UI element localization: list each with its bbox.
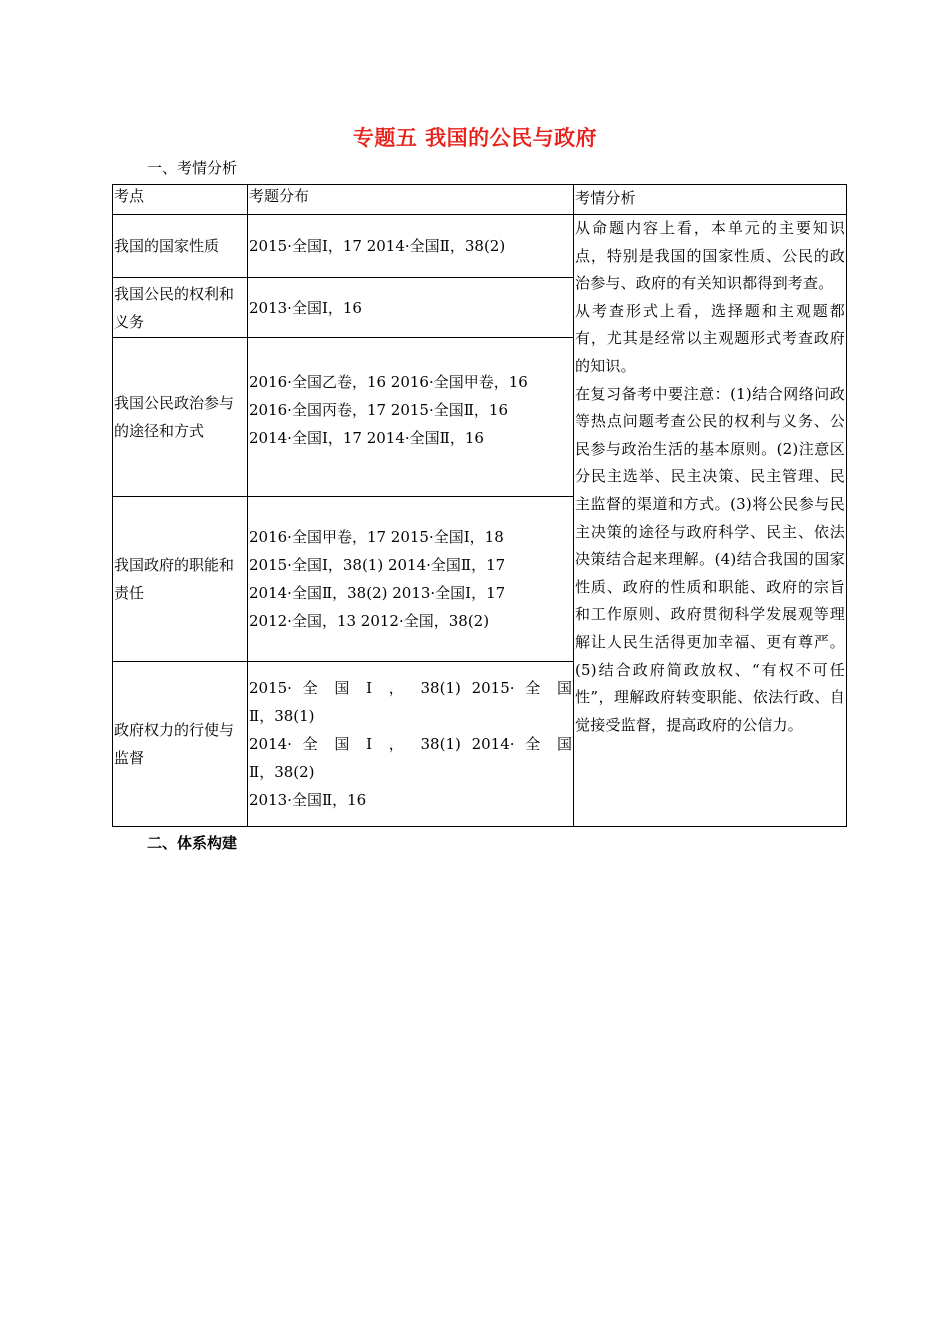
exam-analysis-table bbox=[112, 184, 847, 827]
topic-cell: 政府权力的行使与监督 bbox=[113, 662, 248, 827]
analysis-cell bbox=[574, 215, 847, 827]
distribution-line: 2014·全国Ⅱ，38(2) 2013·全国Ⅰ，17 bbox=[249, 584, 506, 602]
distribution-line: 2016·全国乙卷，16 2016·全国甲卷，16 bbox=[249, 373, 528, 391]
topic-cell: 我国的国家性质 bbox=[113, 215, 248, 278]
distribution-line: 2014· 全 国 Ⅰ ， 38(1) 2014· 全 国 bbox=[249, 735, 572, 753]
header-topic: 考点 bbox=[113, 185, 248, 215]
distribution-line: 2015·全国Ⅰ，17 2014·全国Ⅱ，38(2) bbox=[249, 237, 506, 255]
topic-cell: 我国公民的权利和义务 bbox=[113, 278, 248, 338]
distribution-line: 2015· 全 国 Ⅰ ， 38(1) 2015· 全 国 bbox=[249, 679, 572, 697]
distribution-line: 2012·全国，13 2012·全国，38(2) bbox=[249, 612, 490, 630]
header-analysis: 考情分析 bbox=[574, 185, 847, 215]
distribution-line: 2016·全国丙卷，17 2015·全国Ⅱ，16 bbox=[249, 401, 509, 419]
distribution-cell bbox=[248, 278, 574, 338]
distribution-line: 2015·全国Ⅰ，38(1) 2014·全国Ⅱ，17 bbox=[249, 556, 506, 574]
table-header-row bbox=[113, 185, 847, 215]
distribution-cell bbox=[248, 497, 574, 662]
distribution-line: Ⅱ，38(2) bbox=[249, 763, 315, 781]
analysis-text: 从命题内容上看，本单元的主要知识点，特别是我国的国家性质、公民的政治参与、政府的有关知识都得到考查。 从考查形式上看，选择题和主观题都有，尤其是经常以主观题形式考查政府的知识。 在复习备考中要注意：(1)结合网络问政等热点问题考查公民的权利与义务、公民参与政治生活的基本原则。(2)注意区分民主选举、民主决策、民主管理、民主监督的渠道和方式。(3)将公民参与民主决策的途径与政府科学、民主、依法决策结合起来理解。(4)结合我国的国家性质、政府的性质和职能、政府的宗旨和工作原则、政府贯彻科学发展观等理解让人民生活得更加幸福、更有尊严。(5)结合政府简政放权、“有权不可任性”，理解政府转变职能、依法行政、自觉接受监督，提高政府的公信力。 bbox=[575, 219, 845, 734]
distribution-cell bbox=[248, 215, 574, 278]
section-heading-system: 二、体系构建 bbox=[147, 834, 238, 852]
distribution-cell bbox=[248, 662, 574, 827]
page-title: 专题五 我国的公民与政府 bbox=[352, 126, 598, 150]
distribution-line: 2013·全国Ⅰ，16 bbox=[249, 298, 362, 317]
distribution-line: 2013·全国Ⅱ，16 bbox=[249, 791, 367, 809]
topic-cell: 我国公民政治参与的途径和方式 bbox=[113, 338, 248, 497]
distribution-cell bbox=[248, 338, 574, 497]
topic-cell: 我国政府的职能和责任 bbox=[113, 497, 248, 662]
distribution-line: 2016·全国甲卷，17 2015·全国Ⅰ，18 bbox=[249, 528, 504, 546]
table-row bbox=[113, 215, 847, 278]
header-distribution: 考题分布 bbox=[248, 185, 574, 215]
section-heading-analysis: 一、考情分析 bbox=[147, 159, 238, 177]
distribution-line: 2014·全国Ⅰ，17 2014·全国Ⅱ，16 bbox=[249, 429, 484, 447]
distribution-line: Ⅱ，38(1) bbox=[249, 707, 315, 725]
